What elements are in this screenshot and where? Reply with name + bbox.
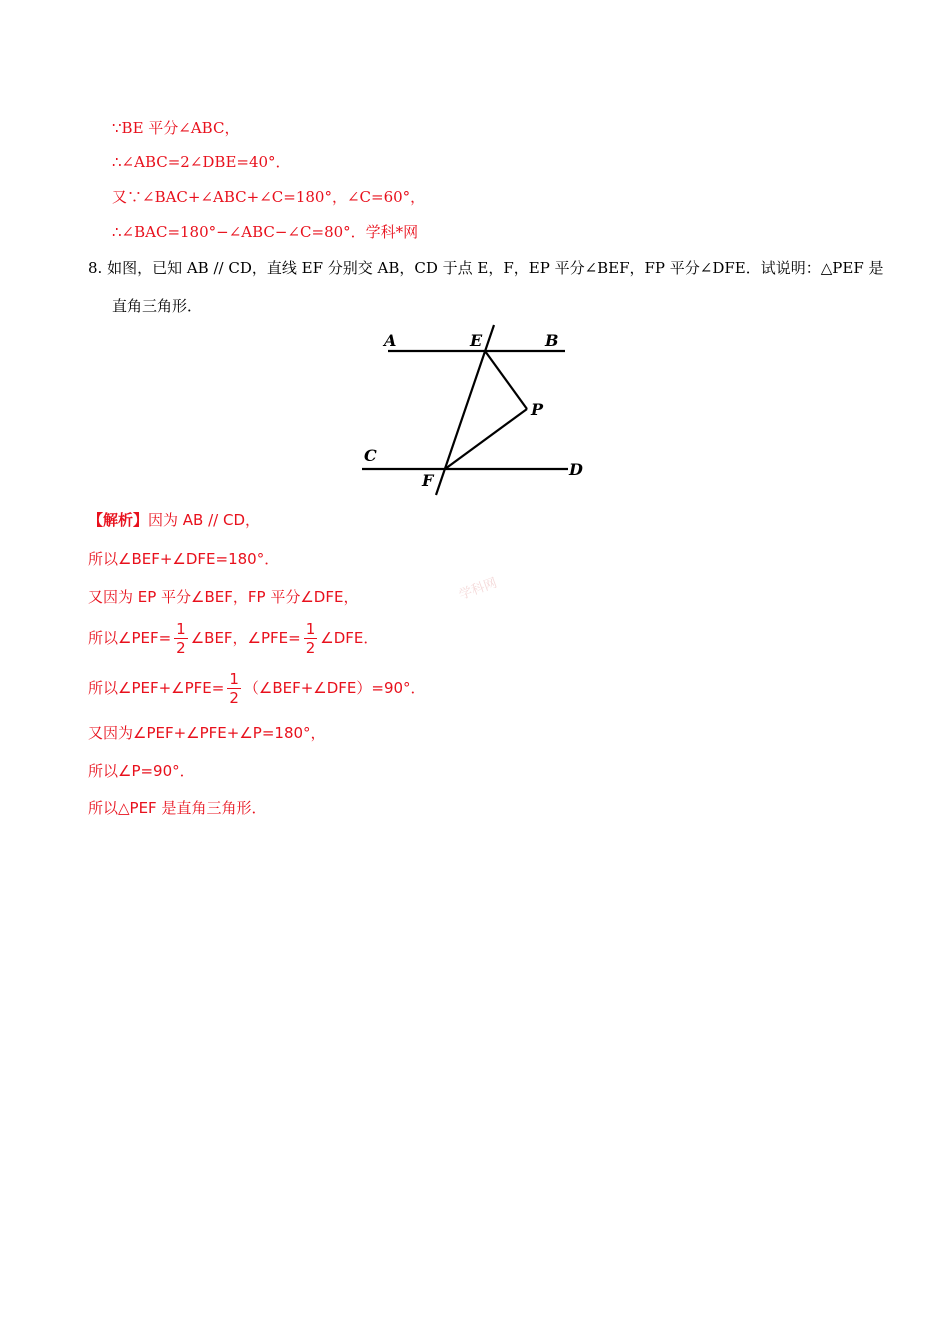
fraction-one-half bbox=[174, 620, 188, 657]
prev-solution-line-2: ∴∠ABC=2∠DBE=40°． bbox=[112, 153, 291, 171]
prev-solution-line-3: 又∵∠BAC+∠ABC+∠C=180°，∠C=60°， bbox=[112, 188, 426, 206]
problem-8-text-line-1: 8. 如图，已知 AB // CD，直线 EF 分别交 AB，CD 于点 E，F，EP 平分∠BEF，FP 平分∠DFE．试说明：△PEF 是 bbox=[88, 259, 884, 277]
label-a: A bbox=[384, 331, 397, 350]
label-d: D bbox=[569, 460, 583, 479]
solution-line-3: 又因为 EP 平分∠BEF，FP 平分∠DFE， bbox=[88, 588, 359, 606]
solution-line-7: 所以∠P=90°． bbox=[88, 762, 195, 780]
label-e: E bbox=[470, 331, 483, 350]
problem-8-text-line-2: 直角三角形． bbox=[112, 297, 203, 315]
segment-fp bbox=[445, 409, 527, 469]
label-p: P bbox=[531, 400, 544, 419]
solution-line-2: 所以∠BEF+∠DFE=180°． bbox=[88, 550, 280, 568]
fraction-one-half bbox=[227, 670, 241, 707]
fraction-numerator: 1 bbox=[229, 670, 239, 688]
fraction-denominator: 2 bbox=[229, 689, 239, 707]
segment-ep bbox=[485, 351, 527, 409]
label-b: B bbox=[545, 331, 559, 350]
solution-line-5-a: 所以∠PEF+∠PFE= bbox=[88, 679, 225, 697]
solution-line-6: 又因为∠PEF+∠PFE+∠P=180°， bbox=[88, 724, 326, 742]
solution-line-5 bbox=[88, 666, 426, 710]
fraction-numerator: 1 bbox=[176, 620, 186, 638]
prev-solution-line-4: ∴∠BAC=180°−∠ABC−∠C=80°．学科*网 bbox=[112, 223, 419, 241]
fraction-numerator: 1 bbox=[305, 620, 316, 638]
solution-line-4-b: ∠BEF，∠PFE= bbox=[190, 629, 301, 647]
solution-line-1-text: 因为 AB // CD， bbox=[148, 511, 261, 529]
solution-line-8: 所以△PEF 是直角三角形． bbox=[88, 799, 267, 817]
solution-line-5-b: （∠BEF+∠DFE）=90°． bbox=[243, 679, 426, 697]
solution-tag: 【解析】 bbox=[88, 511, 149, 529]
geometry-figure bbox=[358, 322, 590, 498]
solution-line-1 bbox=[88, 510, 260, 530]
label-c: C bbox=[364, 446, 377, 465]
fraction-one-half bbox=[304, 620, 318, 657]
solution-line-4-c: ∠DFE． bbox=[320, 629, 379, 647]
watermark: 学科网 bbox=[457, 575, 500, 604]
fraction-denominator: 2 bbox=[305, 639, 316, 657]
prev-solution-line-1: ∵BE 平分∠ABC， bbox=[112, 119, 240, 137]
solution-line-4 bbox=[88, 616, 378, 660]
label-f: F bbox=[422, 471, 434, 490]
fraction-denominator: 2 bbox=[176, 639, 186, 657]
solution-line-4-a: 所以∠PEF= bbox=[88, 629, 172, 647]
